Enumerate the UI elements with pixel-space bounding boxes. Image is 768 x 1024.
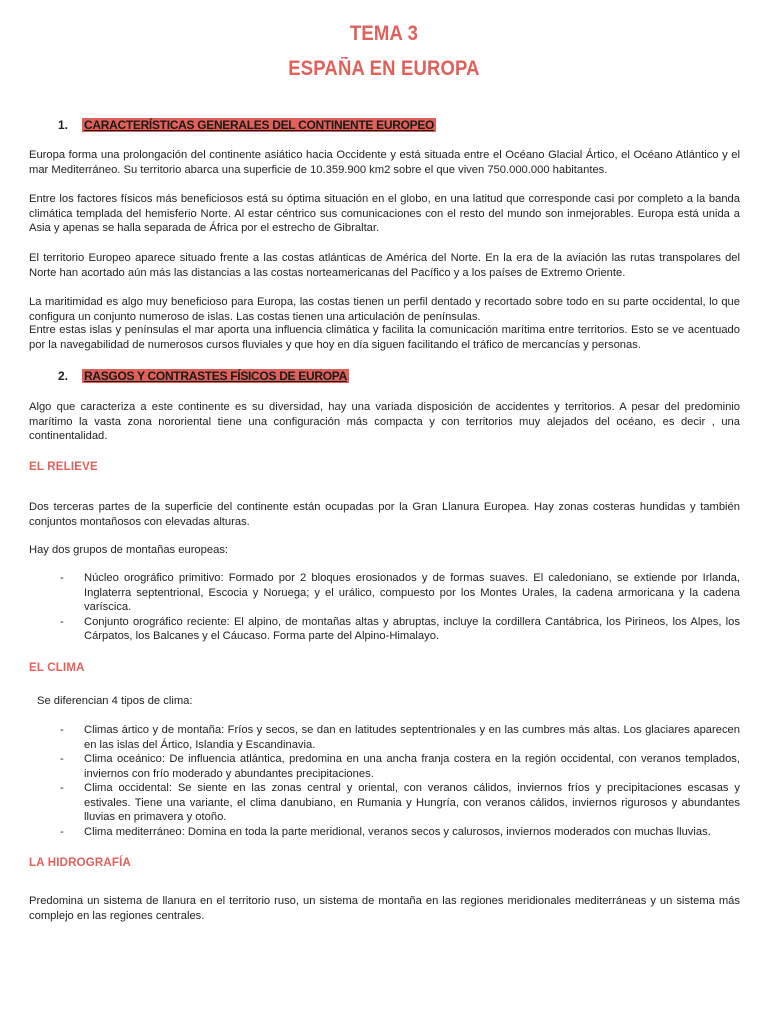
section1-paragraph-4: La maritimidad es algo muy beneficioso para Europa, las costas tienen un perfil dentado y recortado sobre todo en su parte occidental, lo que configura un conjunto numeroso de islas. Las costas tienen una articulación de penínsulas. [29,296,740,323]
list-dash: - [60,753,64,765]
list-item [60,752,740,781]
list-item-text: Conjunto orográfico reciente: El alpino, de montañas altas y abruptas, incluye la cordillera Cantábrica, los Pirineos, los Alpes, los Cárpatos, los Balcanes y el Cáucaso. Forma parte del Alpino-Himalayo. [84,615,740,642]
page-title-line2: ESPAÑA EN EUROPA [288,57,480,80]
page-title-line1: TEMA 3 [349,22,419,45]
list-item-text: Núcleo orográfico primitivo: Formado por 2 bloques erosionados y de formas suaves. El caledoniano, se extiende por Irlanda, Inglaterra septentrional, Escocia y Noruega; y el urálico, compuesto por los Montes Urales, la cadena armoricana y la cadena varíscica. [84,572,740,613]
relieve-paragraph-2: Hay dos grupos de montañas europeas: [29,544,229,556]
relieve-list [60,571,740,644]
clima-list [60,723,740,839]
list-item [60,723,740,752]
list-item-text: Clima oceánico: De influencia atlántica, predomina en una ancha franja costera en la región occidental, con veranos templados, inviernos con frío moderado y abundantes precipitaciones. [84,753,740,780]
list-item-text: Clima occidental: Se siente en las zonas central y oriental, con veranos cálidos, inviernos fríos y precipitaciones escasas y estivales. Tiene una variante, el clima danubiano, en Rumania y Hungría, con veranos cálidos, inviernos rigurosos y abundantes lluvias en primavera y otoño. [84,782,740,823]
section1-paragraph-3: El territorio Europeo aparece situado frente a las costas atlánticas de América del Norte. En la era de la aviación las rutas transpolares del Norte han acortado aún más las distancias a las costas norteamericanas del Pacífico y a los países de Extremo Oriente. [29,252,740,279]
section1-paragraph-2: Entre los factores físicos más beneficiosos está su óptima situación en el globo, en una latitud que corresponde casi por completo a la banda climática templada del hemisferio Norte. Al estar céntrico sus comunicaciones con el resto del mundo son inmejorables. Europa está unida a Asia y apenas se halla separada de África por el estrecho de Gibraltar. [29,193,740,234]
list-dash: - [60,615,64,628]
relieve-paragraph-1: Dos terceras partes de la superficie del continente están ocupadas por la Gran Llanura Europea. Hay zonas costeras hundidas y también conjuntos montañosos con elevadas alturas. [29,501,740,528]
list-dash: - [60,572,64,584]
list-item-text: Clima mediterráneo: Domina en toda la parte meridional, veranos secos y calurosos, inviernos moderados con muchas lluvias. [84,825,711,838]
section1-paragraph-5: Entre estas islas y penínsulas el mar aporta una influencia climática y facilita la comunicación marítima entre territorios. Esto se ve acentuado por la navegabilidad de numerosos cursos fluviales y que hoy en día siguen facilitando el tráfico de mercancías y personas. [29,324,740,351]
list-item [60,571,740,615]
section1-paragraph-1: Europa forma una prolongación del continente asiático hacia Occidente y está situada entre el Océano Glacial Ártico, el Océano Atlántico y el mar Mediterráneo. Su territorio abarca una superficie de 10.359.900 km2 sobre el que viven 750.000.000 habitantes. [29,149,740,176]
list-dash: - [60,825,64,838]
clima-paragraph-1: Se diferencian 4 tipos de clima: [37,695,193,707]
clima-heading: EL CLIMA [29,662,85,674]
list-dash: - [60,782,64,794]
section1-heading [58,118,436,132]
hidrografia-heading: LA HIDROGRAFÍA [29,857,132,869]
section1-heading-text: CARACTERÍSTICAS GENERALES DEL CONTINENTE EUROPEO [84,118,435,132]
hidrografia-paragraph-1: Predomina un sistema de llanura en el territorio ruso, un sistema de montaña en las regiones meridionales mediterráneas y un sistema más complejo en las regiones centrales. [29,895,740,922]
list-dash: - [60,724,64,736]
section2-number: 2. [58,369,69,383]
section2-heading-text: RASGOS Y CONTRASTES FÍSICOS DE EUROPA [84,369,347,383]
list-item [60,825,740,840]
section1-number: 1. [58,118,69,132]
relieve-heading: EL RELIEVE [29,461,98,473]
list-item [60,781,740,825]
list-item-text: Climas ártico y de montaña: Fríos y secos, se dan en latitudes septentrionales y en las cumbres más altas. Los glaciares aparecen en las islas del Ártico, Islandia y Escandinavia. [84,724,740,751]
section2-intro: Algo que caracteriza a este continente es su diversidad, hay una variada disposición de accidentes y territorios. A pesar del predominio marítimo la vasta zona nororiental tiene una configuración más compacta y con territorios muy alejados del océano, es decir , una continentalidad. [29,401,740,442]
section2-heading [58,369,349,383]
list-item [60,615,740,644]
